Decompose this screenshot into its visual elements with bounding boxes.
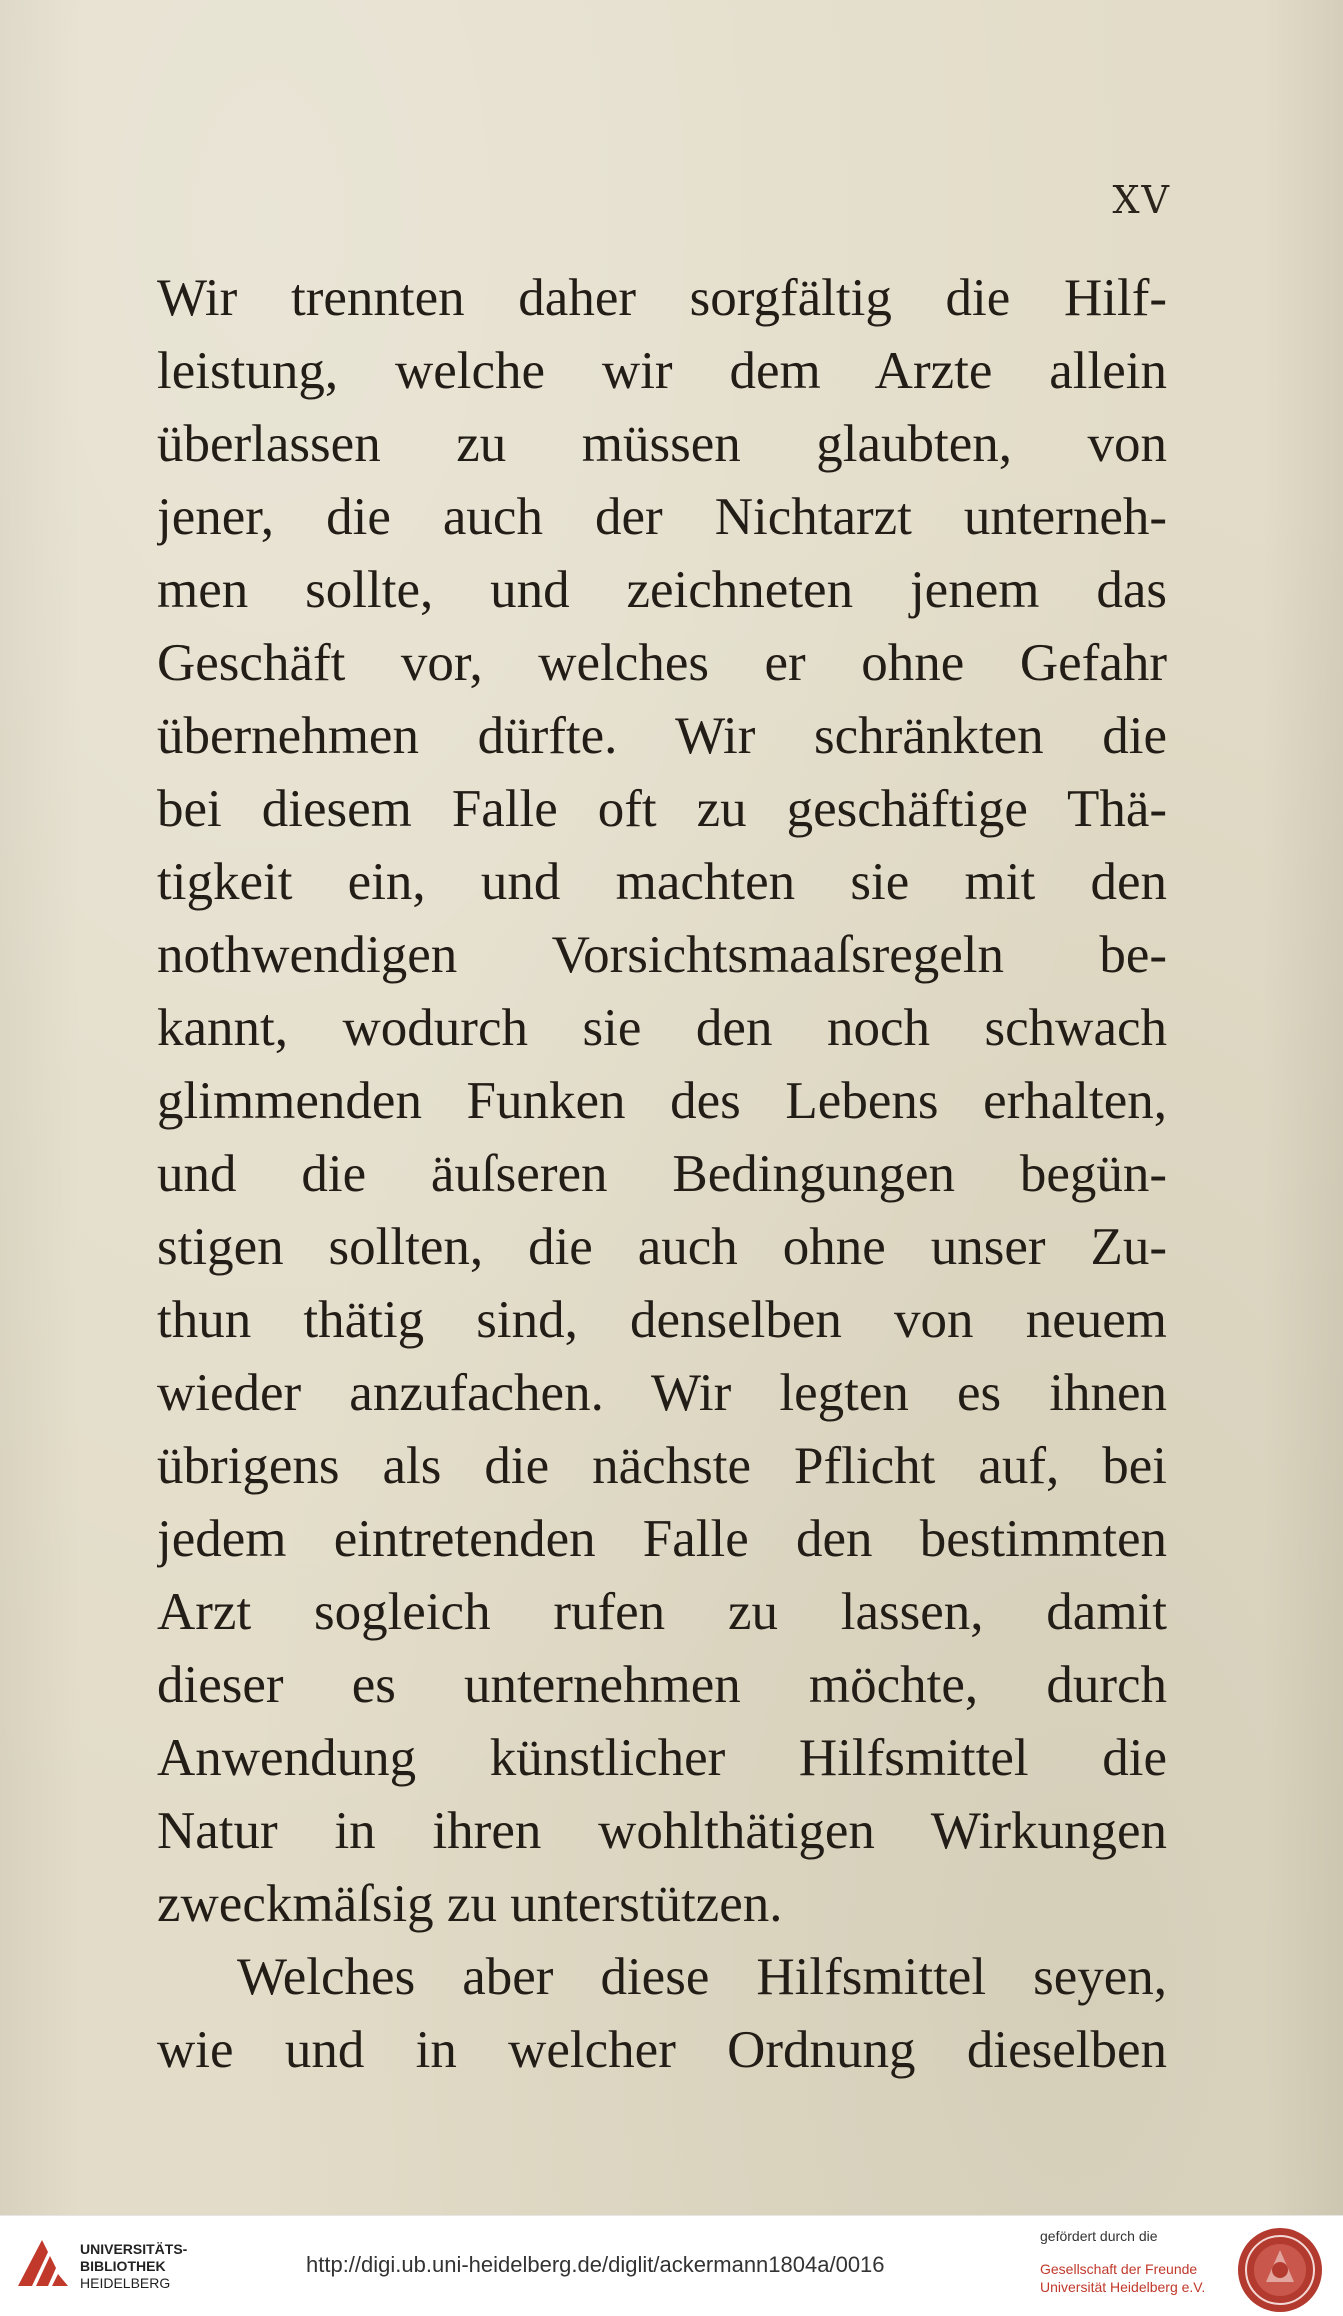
library-name	[80, 2241, 187, 2292]
text-line: jener, die auch der Nichtarzt unterneh-	[157, 488, 1167, 546]
text-line: nothwendigen Vorsichtsmaaſsregeln be-	[157, 926, 1167, 984]
text-line: kannt, wodurch sie den noch schwach	[157, 999, 1167, 1057]
library-name-line: HEIDELBERG	[80, 2275, 171, 2291]
text-line: thun thätig sind, denselben von neuem	[157, 1291, 1167, 1349]
permalink-url[interactable]: http://digi.ub.uni-heidelberg.de/diglit/ackermann1804a/0016	[306, 2252, 885, 2277]
sponsor-name-line: Universität Heidelberg e.V.	[1040, 2279, 1206, 2295]
text-line: Welches aber diese Hilfsmittel seyen,	[237, 1948, 1167, 2006]
text-line: jedem eintretenden Falle den bestimmten	[157, 1510, 1167, 1568]
library-logo-icon	[12, 2234, 74, 2296]
text-line: wieder anzufachen. Wir legten es ihnen	[157, 1364, 1167, 1422]
page-number: XV	[1112, 178, 1171, 222]
library-name-line: UNIVERSITÄTS-	[80, 2241, 188, 2257]
text-line: Wir trennten daher sorgfältig die Hilf-	[157, 269, 1167, 327]
sponsor-name-line: Gesellschaft der Freunde	[1040, 2261, 1198, 2277]
viewer-footer	[0, 2215, 1343, 2316]
text-line: überlassen zu müssen glaubten, von	[157, 415, 1167, 473]
library-name-line: BIBLIOTHEK	[80, 2258, 166, 2274]
text-line: übernehmen dürfte. Wir schränkten die	[157, 707, 1167, 765]
sponsor-credit	[1040, 2228, 1205, 2296]
text-line: tigkeit ein, und machten sie mit den	[157, 853, 1167, 911]
text-line: Anwendung künstlicher Hilfsmittel die	[157, 1729, 1167, 1787]
text-line: leistung, welche wir dem Arzte allein	[157, 342, 1167, 400]
text-line: glimmenden Funken des Lebens erhalten,	[157, 1072, 1167, 1130]
text-line: bei diesem Falle oft zu geschäftige Thä-	[157, 780, 1167, 838]
text-line: Natur in ihren wohlthätigen Wirkungen	[157, 1802, 1167, 1860]
text-line: zweckmäſsig zu unterstützen.	[157, 1875, 783, 1933]
text-line: Geschäft vor, welches er ohne Gefahr	[157, 634, 1167, 692]
text-line: dieser es unternehmen möchte, durch	[157, 1656, 1167, 1714]
text-line: Arzt sogleich rufen zu lassen, damit	[157, 1583, 1167, 1641]
body-text	[157, 262, 1167, 2087]
text-line: übrigens als die nächste Pflicht auf, bei	[157, 1437, 1167, 1495]
text-line: und die äuſseren Bedingungen begün-	[157, 1145, 1167, 1203]
text-line: wie und in welcher Ordnung dieselben	[157, 2021, 1167, 2079]
text-line: men sollte, und zeichneten jenem das	[157, 561, 1167, 619]
university-seal-icon	[1236, 2226, 1324, 2314]
sponsor-prefix: gefördert durch die	[1040, 2228, 1158, 2244]
text-line: stigen sollten, die auch ohne unser Zu-	[157, 1218, 1167, 1276]
